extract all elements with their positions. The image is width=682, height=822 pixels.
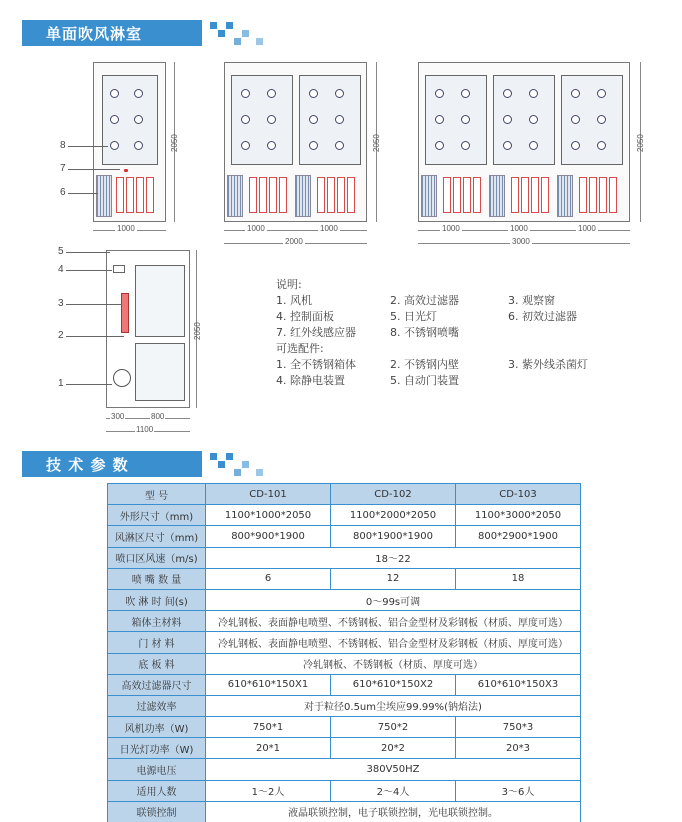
leader-line xyxy=(66,384,112,385)
prefilter-grille xyxy=(489,175,505,217)
note-item: 5. 日光灯 xyxy=(390,310,437,323)
table-row xyxy=(108,801,581,822)
table-cell: 0～99s可调 xyxy=(206,589,581,610)
decor-pixel xyxy=(226,22,233,29)
callout-6: 6 xyxy=(60,187,66,198)
row-label: 过滤效率 xyxy=(108,695,206,716)
decor-pixel xyxy=(218,30,225,37)
decor-pixel xyxy=(226,453,233,460)
dim-width: 3000 xyxy=(512,237,530,246)
section-header-product xyxy=(22,20,202,46)
nozzle-icon xyxy=(309,89,318,98)
dim-width: 1000 xyxy=(442,224,460,233)
nozzle-icon xyxy=(309,115,318,124)
prefilter-grille xyxy=(227,175,243,217)
note-item: 1. 全不锈钢箱体 xyxy=(276,358,356,371)
notes-block xyxy=(276,276,656,388)
nozzle-icon xyxy=(571,141,580,150)
table-row xyxy=(108,632,581,653)
callout-4: 4 xyxy=(58,264,64,275)
drawing-side-section xyxy=(106,250,190,408)
leader-line xyxy=(66,270,112,271)
table-row xyxy=(108,547,581,568)
nozzle-icon xyxy=(529,89,538,98)
section-title: 单面吹风淋室 xyxy=(46,25,143,43)
note-item: 3. 观察窗 xyxy=(508,294,555,307)
decor-pixel xyxy=(210,22,217,29)
drawing-cd102-front xyxy=(224,62,367,222)
row-label: 联锁控制 xyxy=(108,801,206,822)
nozzle-icon xyxy=(134,89,143,98)
table-cell: 冷轧钢板、不锈钢板（材质、厚度可选） xyxy=(206,653,581,674)
table-cell: 20*2 xyxy=(331,738,456,759)
dim-width: 1000 xyxy=(320,224,338,233)
row-label: 底 板 料 xyxy=(108,653,206,674)
dim-width: 2000 xyxy=(285,237,303,246)
table-cell: 20*1 xyxy=(206,738,331,759)
row-label: 吹 淋 时 间(s) xyxy=(108,589,206,610)
decor-pixel xyxy=(218,461,225,468)
row-label: 适用人数 xyxy=(108,780,206,801)
decor-pixel xyxy=(256,469,263,476)
note-item: 6. 初效过滤器 xyxy=(508,310,577,323)
decor-pixel xyxy=(256,38,263,45)
table-header-cell: CD-102 xyxy=(331,484,456,505)
note-item: 8. 不锈钢喷嘴 xyxy=(390,326,459,339)
table-row xyxy=(108,505,581,526)
section-header-specs xyxy=(22,451,202,477)
table-cell: 液晶联锁控制，电子联锁控制，光电联锁控制。 xyxy=(206,801,581,822)
row-label: 日光灯功率（W) xyxy=(108,738,206,759)
row-label: 高效过滤器尺寸 xyxy=(108,674,206,695)
callout-7: 7 xyxy=(60,163,66,174)
table-cell: 冷轧钢板、表面静电喷塑、不锈钢板、铝合金型材及彩钢板（材质、厚度可选） xyxy=(206,632,581,653)
decor-pixel xyxy=(242,461,249,468)
nozzle-icon xyxy=(241,115,250,124)
nozzle-icon xyxy=(241,141,250,150)
section-title: 技 术 参 数 xyxy=(46,456,129,474)
table-row xyxy=(108,589,581,610)
table-row xyxy=(108,674,581,695)
leader-line xyxy=(66,336,124,337)
table-cell: 12 xyxy=(331,568,456,589)
table-row xyxy=(108,526,581,547)
window-panel xyxy=(135,343,185,401)
note-item: 4. 除静电装置 xyxy=(276,374,345,387)
nozzle-icon xyxy=(110,89,119,98)
notes-row xyxy=(276,356,656,372)
nozzle-icon xyxy=(267,141,276,150)
table-cell: 3～6人 xyxy=(456,780,581,801)
nozzle-icon xyxy=(503,115,512,124)
table-cell: 1100*1000*2050 xyxy=(206,505,331,526)
table-row xyxy=(108,611,581,632)
notes-row xyxy=(276,372,656,388)
table-cell: 1～2人 xyxy=(206,780,331,801)
dim-width: 1000 xyxy=(578,224,596,233)
row-label: 喷 嘴 数 量 xyxy=(108,568,206,589)
table-cell: 6 xyxy=(206,568,331,589)
prefilter-grille xyxy=(557,175,573,217)
dim-height: 2050 xyxy=(170,134,179,152)
note-item: 5. 自动门装置 xyxy=(390,374,459,387)
nozzle-icon xyxy=(335,141,344,150)
nozzle-icon xyxy=(267,115,276,124)
table-header-cell: CD-101 xyxy=(206,484,331,505)
spec-table xyxy=(107,483,581,822)
nozzle-icon xyxy=(435,89,444,98)
nozzle-icon xyxy=(597,115,606,124)
notes-row xyxy=(276,308,656,324)
filter-slots xyxy=(116,177,154,213)
nozzle-icon xyxy=(461,115,470,124)
table-header-row xyxy=(108,484,581,505)
decor-pixel xyxy=(210,453,217,460)
dim-width: 800 xyxy=(151,412,165,421)
nozzle-icon xyxy=(267,89,276,98)
table-cell: 750*1 xyxy=(206,717,331,738)
note-item: 3. 紫外线杀菌灯 xyxy=(508,358,588,371)
drawing-cd103-front xyxy=(418,62,630,222)
table-cell: 750*2 xyxy=(331,717,456,738)
dim-height: 2050 xyxy=(372,134,381,152)
leader-line xyxy=(66,252,110,253)
nozzle-icon xyxy=(461,89,470,98)
leader-line xyxy=(66,304,122,305)
row-label: 外形尺寸（mm) xyxy=(108,505,206,526)
nozzle-icon xyxy=(134,115,143,124)
control-panel-icon xyxy=(113,265,125,273)
fan-icon xyxy=(113,369,131,387)
table-cell: 750*3 xyxy=(456,717,581,738)
decor-pixel xyxy=(242,30,249,37)
nozzle-icon xyxy=(335,89,344,98)
callout-5: 5 xyxy=(58,246,64,257)
row-label: 门 材 料 xyxy=(108,632,206,653)
row-label: 箱体主材料 xyxy=(108,611,206,632)
dim-width: 1100 xyxy=(136,425,154,434)
notes-title: 说明: xyxy=(276,278,302,291)
callout-2: 2 xyxy=(58,330,64,341)
nozzle-icon xyxy=(335,115,344,124)
table-cell: 冷轧钢板、表面静电喷塑、不锈钢板、铝合金型材及彩钢板（材质、厚度可选） xyxy=(206,611,581,632)
dim-width: 1000 xyxy=(510,224,528,233)
dim-width: 1000 xyxy=(117,224,135,233)
row-label: 风淋区尺寸（mm) xyxy=(108,526,206,547)
hepa-filter-icon xyxy=(121,293,129,333)
nozzle-icon xyxy=(241,89,250,98)
table-cell: 2～4人 xyxy=(331,780,456,801)
table-header-cell: CD-103 xyxy=(456,484,581,505)
table-cell: 对于粒径0.5um尘埃应99.99%(钠焰法) xyxy=(206,695,581,716)
table-cell: 380V50HZ xyxy=(206,759,581,780)
nozzle-icon xyxy=(597,89,606,98)
dim-width: 300 xyxy=(111,412,125,421)
table-cell: 800*1900*1900 xyxy=(331,526,456,547)
filter-slots xyxy=(443,177,481,213)
nozzle-icon xyxy=(309,141,318,150)
nozzle-icon xyxy=(571,115,580,124)
prefilter-grille xyxy=(96,175,112,217)
nozzle-icon xyxy=(529,141,538,150)
nozzle-icon xyxy=(503,89,512,98)
table-header-cell: 型 号 xyxy=(108,484,206,505)
notes-row xyxy=(276,324,656,340)
table-row xyxy=(108,717,581,738)
decor-pixel xyxy=(234,38,241,45)
callout-1: 1 xyxy=(58,378,64,389)
nozzle-icon xyxy=(529,115,538,124)
filter-slots xyxy=(249,177,287,213)
dim-height: 2050 xyxy=(636,134,645,152)
filter-slots xyxy=(511,177,549,213)
note-item: 4. 控制面板 xyxy=(276,310,334,323)
note-item: 2. 不锈钢内壁 xyxy=(390,358,459,371)
nozzle-icon xyxy=(461,141,470,150)
table-row xyxy=(108,759,581,780)
nozzle-icon xyxy=(503,141,512,150)
table-cell: 610*610*150X3 xyxy=(456,674,581,695)
leader-line xyxy=(68,169,120,170)
row-label: 电源电压 xyxy=(108,759,206,780)
row-label: 喷口区风速（m/s) xyxy=(108,547,206,568)
nozzle-icon xyxy=(571,89,580,98)
nozzle-icon xyxy=(435,141,444,150)
nozzle-icon xyxy=(110,141,119,150)
table-cell: 800*2900*1900 xyxy=(456,526,581,547)
table-row xyxy=(108,568,581,589)
callout-8: 8 xyxy=(60,140,66,151)
table-row xyxy=(108,653,581,674)
table-cell: 1100*3000*2050 xyxy=(456,505,581,526)
leader-line xyxy=(68,193,98,194)
leader-line xyxy=(68,146,108,147)
table-cell: 610*610*150X2 xyxy=(331,674,456,695)
window-panel xyxy=(135,265,185,337)
nozzle-icon xyxy=(597,141,606,150)
prefilter-grille xyxy=(421,175,437,217)
callout-3: 3 xyxy=(58,298,64,309)
dim-height: 2050 xyxy=(193,322,202,340)
nozzle-icon xyxy=(435,115,444,124)
optional-title: 可选配件: xyxy=(276,342,324,355)
filter-slots xyxy=(579,177,617,213)
table-cell: 20*3 xyxy=(456,738,581,759)
note-item: 2. 高效过滤器 xyxy=(390,294,459,307)
table-cell: 18 xyxy=(456,568,581,589)
nozzle-icon xyxy=(134,141,143,150)
notes-row xyxy=(276,292,656,308)
table-cell: 1100*2000*2050 xyxy=(331,505,456,526)
drawing-cd101-front xyxy=(93,62,166,222)
sensor-icon xyxy=(124,169,128,172)
table-row xyxy=(108,695,581,716)
table-row xyxy=(108,780,581,801)
table-row xyxy=(108,738,581,759)
dim-width: 1000 xyxy=(247,224,265,233)
row-label: 风机功率（W) xyxy=(108,717,206,738)
prefilter-grille xyxy=(295,175,311,217)
table-cell: 610*610*150X1 xyxy=(206,674,331,695)
filter-slots xyxy=(317,177,355,213)
decor-pixel xyxy=(234,469,241,476)
table-cell: 800*900*1900 xyxy=(206,526,331,547)
nozzle-icon xyxy=(110,115,119,124)
note-item: 7. 红外线感应器 xyxy=(276,326,356,339)
note-item: 1. 风机 xyxy=(276,294,312,307)
table-cell: 18～22 xyxy=(206,547,581,568)
